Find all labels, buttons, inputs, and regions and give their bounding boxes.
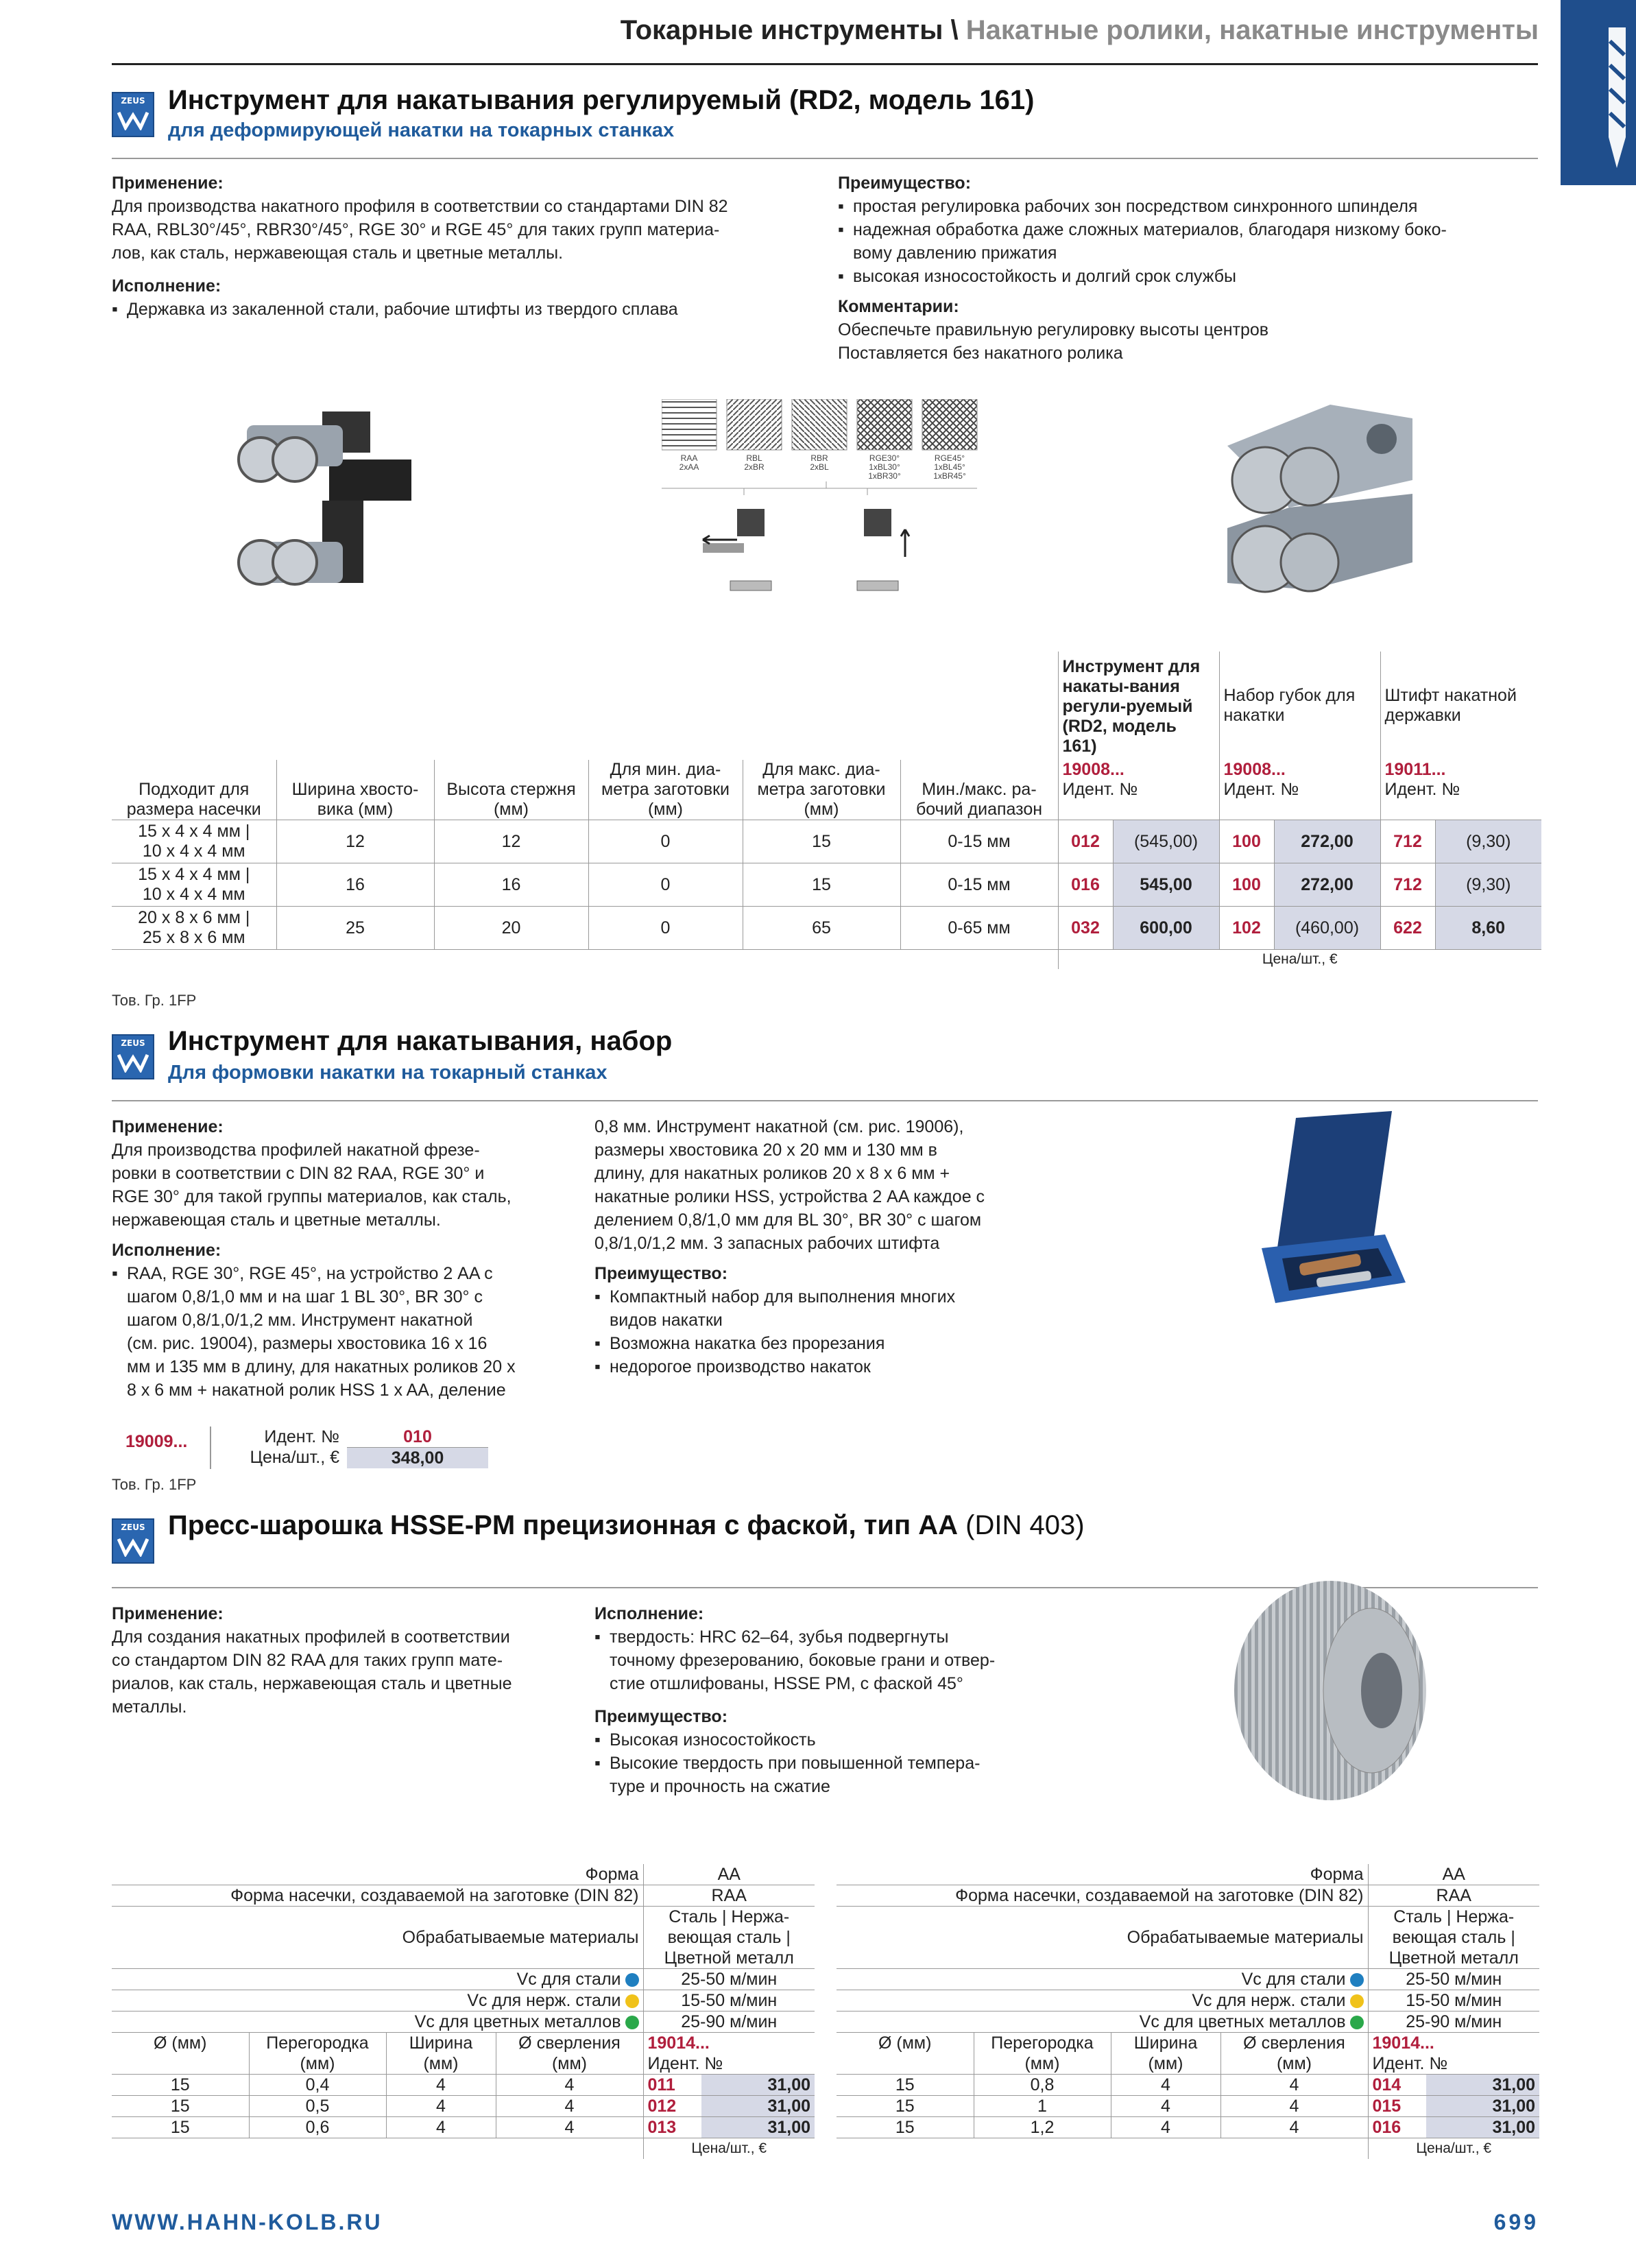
- page-header: [621, 15, 1539, 46]
- zeus-logo: ZEUS: [112, 1518, 154, 1564]
- header-subtitle: Накатные ролики, накатные инструменты: [965, 15, 1539, 45]
- section2-application: Применение: Для производства профилей накатной фрезе- ровки в соответствии с DIN 82 RAA, RGE 30° и RGE 30° для такой группы материалов, как сталь, нержавеющая сталь и цветные металлы. Исполнение: ▪ RAA, RGE 30°, RGE 45°, на устройство 2 AA с шагом 0,8/1,0 мм и на шаг 1 BL 30°, BR 30° с шагом 0,8/1,0/1,2 мм. Инструмент накатной (см. рис. 19004), размеры хвостовика 16 x 16 мм и 135 мм в длину, для накатных роликов 20 x 8 x 6 мм + накатной ролик HSS 1 x AA, деление: [112, 1115, 564, 1402]
- section1-table: Инструмент для накаты-вания регули-руемый (RD2, модель 161) Набор губок для накатки Штифт накатной державки Подходит для размера насечки Ширина хвосто-вика (мм) Высота стержня (мм) Для мин. диа-метра заготовки (мм) Для макс. диа-метра заготовки (мм) Мин./макс. ра-бочий диапазон 19008... Идент. № 19008... Идент. № 19011... Идент. № 15 x 4 x 4 мм | 10 x 4 x 4 мм 12 12 0 15 0-15 мм 012 (545,00) 100 272,00 712 (9,30) 15 x 4 x 4 мм | 10 x 4 x 4 мм 16 16 0 15 0-15 мм 016 545,00 100 272,00 712 (9,30) 20 x 8 x 6 мм | 25 x 8 x 6 мм 25 20 0 65 0-65 мм 032 600,00 102 (460,00) 622 8,60 Цена/шт., €: [112, 652, 1541, 969]
- goods-group-2: Тов. Гр. 1FP: [112, 1476, 197, 1493]
- drill-icon: [1561, 0, 1636, 185]
- section2-details: 0,8 мм. Инструмент накатной (см. рис. 19006), размеры хвостовика 20 x 20 мм и 130 мм в длину, для накатных роликов 20 x 8 x 6 мм + накатные ролики HSS, устройства 2 AA каждое с делением 0,8/1,0 мм для BL 30°, BR 30° с шагом 0,8/1,0/1,2 мм. 3 запасных рабочих штифта Преимущество: ▪ Компактный набор для выполнения многих видов накатки ▪ Возможна накатка без прорезания ▪ недорогое производство накаток: [594, 1115, 1074, 1378]
- table-row: 15 1,2 4 4 016 31,00: [837, 2117, 1539, 2138]
- section3-application: Применение: Для создания накатных профилей в соответствии со стандартом DIN 82 RAA для таких групп мате- риалов, как сталь, нержавеющая сталь и цветные металлы.: [112, 1604, 512, 1717]
- table-row: 15 x 4 x 4 мм | 10 x 4 x 4 мм 12 12 0 15 0-15 мм 012 (545,00) 100 272,00 712 (9,30): [112, 820, 1541, 863]
- chapter-tab[interactable]: [1561, 0, 1636, 185]
- section2-title: Инструмент для накатывания, набор: [168, 1026, 673, 1056]
- header-separator: \: [943, 15, 966, 45]
- section-rule: [112, 1100, 1538, 1101]
- table-column-header: Подходит для размера насечки Ширина хвосто-вика (мм) Высота стержня (мм) Для мин. диа-метра заготовки (мм) Для макс. диа-метра заготовки (мм) Мин./макс. ра-бочий диапазон 19008... Идент. № 19008... Идент. № 19011... Идент. №: [112, 760, 1541, 820]
- knurl-wheel-image: [1227, 1577, 1433, 1804]
- table-row: 20 x 8 x 6 мм | 25 x 8 x 6 мм 25 20 0 65 0-65 мм 032 600,00 102 (460,00) 622 8,60: [112, 907, 1541, 950]
- section1-title: Инструмент для накатывания регулируемый (RD2, модель 161): [168, 85, 1035, 115]
- header-title: Токарные инструменты: [620, 15, 943, 45]
- inox-dot-icon: [625, 1994, 639, 2008]
- knurling-set-case-image: [1234, 1111, 1426, 1330]
- table-row: 15 0,6 4 4 013 31,00: [112, 2117, 815, 2138]
- section1-application: Применение: Для производства накатного профиля в соответствии со стандартами DIN 82 RAA, RBL30°/45°, RBR30°/45°, RGE 30° и RGE 45° для таких групп материа- лов, как сталь, нержавеющая сталь и цветные металлы. Исполнение: ▪ Державка из закаленной стали, рабочие штифты из твердого сплава: [112, 171, 811, 321]
- section2-labels: Идент. № Цена/шт., €: [250, 1427, 339, 1467]
- section3-title: Пресс-шарошка HSSE-PM прецизионная с фаской, тип AA (DIN 403): [168, 1510, 1085, 1540]
- zeus-logo: ZEUS: [112, 92, 154, 137]
- table-row: 15 0,5 4 4 012 31,00: [112, 2096, 815, 2117]
- steel-dot-icon: [625, 1973, 639, 1987]
- knurl-pattern-diagram: RAA 2xAA RBL 2xBR RBR 2xBL RGE30° 1xBL30° 1xBR30° RGE45° 1xBL45° 1xBR45°: [662, 399, 991, 605]
- table-row: 15 0,8 4 4 014 31,00: [837, 2075, 1539, 2096]
- section2-values: 010 348,00: [347, 1427, 488, 1468]
- nf-dot-icon: [625, 2016, 639, 2029]
- inox-dot-icon: [1350, 1994, 1364, 2008]
- footer-url-link[interactable]: WWW.HAHN-KOLB.RU: [112, 2210, 383, 2234]
- table-row: 15 0,4 4 4 011 31,00: [112, 2075, 815, 2096]
- section2-subtitle: Для формовки накатки на токарный станках: [168, 1062, 608, 1084]
- section-rule: [112, 158, 1538, 159]
- table-row: 15 1 4 4 015 31,00: [837, 2096, 1539, 2117]
- section1-advantages: Преимущество: ▪ простая регулировка рабочих зон посредством синхронного шпинделя ▪ надежная обработка даже сложных материалов, благодаря низкому боко- вому давлению прижатия ▪ высокая износостойкость и долгий срок службы Комментарии: Обеспечьте правильную регулировку высоты центров Поставляется без накатного ролика: [838, 171, 1537, 365]
- table-row: 15 x 4 x 4 мм | 10 x 4 x 4 мм 16 16 0 15 0-15 мм 016 545,00 100 272,00 712 (9,30): [112, 863, 1541, 907]
- header-rule: [112, 63, 1538, 65]
- section3-execution: Исполнение: ▪ твердость: HRC 62–64, зубья подвергнуты точному фрезерованию, боковые грани и отвер- стие отшлифованы, HSSE PM, с фаской 45° Преимущество: ▪ Высокая износостойкость ▪ Высокие твердость при повышенной темпера- туре и прочность на сжатие: [594, 1602, 1088, 1798]
- section1-subtitle: для деформирующей накатки на токарных станках: [168, 119, 675, 141]
- section3-table-left: Форма AA Форма насечки, создаваемой на заготовке (DIN 82) RAA Обрабатываемые материалы Сталь | Нержа- веющая сталь | Цветной металл Vc для стали 25-50 м/мин Vc для нерж. стали 15-50 м/мин Vc для цветных металлов 25-90 м/мин Ø (мм) Перегородка (мм) Ширина (мм) Ø сверления (мм) 19014... Идент. № 15 0,4 4 4 011 31,00 15 0,5 4 4 012 31,00 15 0,6 4 4 013 31,00 Цена/шт., €: [112, 1864, 815, 2159]
- table-group-header: Инструмент для накаты-вания регули-руемый (RD2, модель 161) Набор губок для накатки Штифт накатной державки: [112, 652, 1541, 760]
- page-number: 699: [1493, 2210, 1539, 2234]
- section3-table-right: Форма AA Форма насечки, создаваемой на заготовке (DIN 82) RAA Обрабатываемые материалы Сталь | Нержа- веющая сталь | Цветной металл Vc для стали 25-50 м/мин Vc для нерж. стали 15-50 м/мин Vc для цветных металлов 25-90 м/мин Ø (мм) Перегородка (мм) Ширина (мм) Ø сверления (мм) 19014... Идент. № 15 0,8 4 4 014 31,00 15 1 4 4 015 31,00 15 1,2 4 4 016 31,00 Цена/шт., €: [837, 1864, 1539, 2159]
- section2-code: 19009...: [125, 1432, 188, 1451]
- nf-dot-icon: [1350, 2016, 1364, 2029]
- knurling-tool-image: [219, 384, 411, 617]
- knurling-tool-detail-image: [1207, 391, 1412, 604]
- zeus-logo: ZEUS: [112, 1034, 154, 1079]
- goods-group-1: Тов. Гр. 1FP: [112, 992, 197, 1009]
- steel-dot-icon: [1350, 1973, 1364, 1987]
